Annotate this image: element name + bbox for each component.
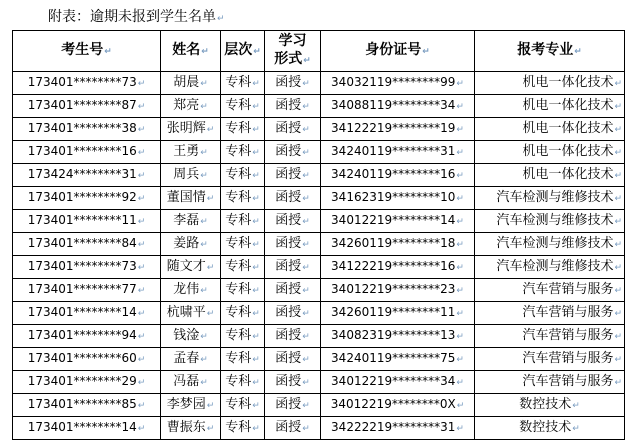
cell-study-mode: 函授↵ <box>265 417 321 440</box>
table-row <box>13 417 625 440</box>
cell-level: 专科↵ <box>221 394 265 417</box>
table-header-row <box>13 31 625 72</box>
cell-student-id: 173401********84↵ <box>13 233 161 256</box>
cell-id-number: 34082319********13↵ <box>321 325 475 348</box>
cell-major: 机电一体化技术↵ <box>475 72 625 95</box>
cell-student-id: 173424********31↵ <box>13 164 161 187</box>
document-caption: 附表：逾期未报到学生名单↵ <box>48 9 225 25</box>
cell-name: 曹振东↵ <box>161 417 221 440</box>
cell-name: 孟春↵ <box>161 348 221 371</box>
cell-id-number: 34088119********34↵ <box>321 95 475 118</box>
overdue-students-table <box>12 30 625 440</box>
cell-study-mode: 函授↵ <box>265 325 321 348</box>
cell-name: 董国情↵ <box>161 187 221 210</box>
table-row <box>13 371 625 394</box>
cell-id-number: 34032119********99↵ <box>321 72 475 95</box>
cell-study-mode: 函授↵ <box>265 371 321 394</box>
table-row <box>13 302 625 325</box>
cell-id-number: 34122219********19↵ <box>321 118 475 141</box>
header-name: 姓名↵ <box>161 31 221 72</box>
cell-major: 汽车营销与服务↵ <box>475 371 625 394</box>
cell-student-id: 173401********73↵ <box>13 72 161 95</box>
cell-major: 汽车检测与维修技术↵ <box>475 256 625 279</box>
table-row <box>13 118 625 141</box>
table-row <box>13 348 625 371</box>
cell-study-mode: 函授↵ <box>265 164 321 187</box>
cell-name: 李磊↵ <box>161 210 221 233</box>
cell-student-id: 173401********14↵ <box>13 417 161 440</box>
cell-student-id: 173401********77↵ <box>13 279 161 302</box>
table-row <box>13 233 625 256</box>
cell-id-number: 34260119********11↵ <box>321 302 475 325</box>
cell-study-mode: 函授↵ <box>265 394 321 417</box>
cell-level: 专科↵ <box>221 302 265 325</box>
cell-id-number: 34012219********14↵ <box>321 210 475 233</box>
cell-level: 专科↵ <box>221 417 265 440</box>
table-row <box>13 210 625 233</box>
table-row <box>13 187 625 210</box>
header-student-id: 考生号↵ <box>13 31 161 72</box>
cell-study-mode: 函授↵ <box>265 210 321 233</box>
table-row <box>13 72 625 95</box>
cell-level: 专科↵ <box>221 348 265 371</box>
cell-level: 专科↵ <box>221 371 265 394</box>
cell-name: 随文才↵ <box>161 256 221 279</box>
header-major: 报考专业↵ <box>475 31 625 72</box>
cell-level: 专科↵ <box>221 118 265 141</box>
cell-name: 胡晨↵ <box>161 72 221 95</box>
cell-level: 专科↵ <box>221 233 265 256</box>
header-study-mode: 学习形式↵ <box>265 31 321 72</box>
cell-study-mode: 函授↵ <box>265 348 321 371</box>
cell-level: 专科↵ <box>221 256 265 279</box>
cell-major: 机电一体化技术↵ <box>475 118 625 141</box>
cell-student-id: 173401********85↵ <box>13 394 161 417</box>
cell-major: 汽车检测与维修技术↵ <box>475 187 625 210</box>
cell-major: 汽车营销与服务↵ <box>475 279 625 302</box>
cell-student-id: 173401********94↵ <box>13 325 161 348</box>
cell-study-mode: 函授↵ <box>265 187 321 210</box>
cell-student-id: 173401********60↵ <box>13 348 161 371</box>
cell-id-number: 34240119********16↵ <box>321 164 475 187</box>
cell-major: 汽车营销与服务↵ <box>475 325 625 348</box>
cell-level: 专科↵ <box>221 164 265 187</box>
cell-study-mode: 函授↵ <box>265 279 321 302</box>
cell-major: 数控技术↵ <box>475 417 625 440</box>
cell-name: 王勇↵ <box>161 141 221 164</box>
table-row <box>13 325 625 348</box>
cell-id-number: 34012219********23↵ <box>321 279 475 302</box>
cell-major: 汽车营销与服务↵ <box>475 302 625 325</box>
cell-name: 杭啸平↵ <box>161 302 221 325</box>
table-row <box>13 394 625 417</box>
cell-id-number: 34162319********10↵ <box>321 187 475 210</box>
table-row <box>13 279 625 302</box>
cell-name: 周兵↵ <box>161 164 221 187</box>
table-row <box>13 95 625 118</box>
cell-name: 姜路↵ <box>161 233 221 256</box>
cell-level: 专科↵ <box>221 325 265 348</box>
table-row <box>13 256 625 279</box>
cell-study-mode: 函授↵ <box>265 302 321 325</box>
cell-name: 龙伟↵ <box>161 279 221 302</box>
cell-study-mode: 函授↵ <box>265 256 321 279</box>
header-id-number: 身份证号↵ <box>321 31 475 72</box>
cell-id-number: 34222219********31↵ <box>321 417 475 440</box>
cell-student-id: 173401********73↵ <box>13 256 161 279</box>
cell-name: 钱淦↵ <box>161 325 221 348</box>
header-level: 层次↵ <box>221 31 265 72</box>
cell-student-id: 173401********92↵ <box>13 187 161 210</box>
cell-name: 冯磊↵ <box>161 371 221 394</box>
cell-level: 专科↵ <box>221 210 265 233</box>
cell-student-id: 173401********11↵ <box>13 210 161 233</box>
cell-id-number: 34240119********75↵ <box>321 348 475 371</box>
cell-major: 机电一体化技术↵ <box>475 164 625 187</box>
cell-major: 数控技术↵ <box>475 394 625 417</box>
cell-study-mode: 函授↵ <box>265 72 321 95</box>
cell-student-id: 173401********14↵ <box>13 302 161 325</box>
cell-level: 专科↵ <box>221 72 265 95</box>
cell-level: 专科↵ <box>221 279 265 302</box>
cell-name: 李梦园↵ <box>161 394 221 417</box>
cell-level: 专科↵ <box>221 187 265 210</box>
cell-name: 张明辉↵ <box>161 118 221 141</box>
cell-student-id: 173401********38↵ <box>13 118 161 141</box>
cell-name: 郑亮↵ <box>161 95 221 118</box>
cell-study-mode: 函授↵ <box>265 233 321 256</box>
cell-student-id: 173401********16↵ <box>13 141 161 164</box>
cell-student-id: 173401********29↵ <box>13 371 161 394</box>
cell-study-mode: 函授↵ <box>265 141 321 164</box>
cell-major: 机电一体化技术↵ <box>475 141 625 164</box>
cell-major: 机电一体化技术↵ <box>475 95 625 118</box>
cell-id-number: 34012219********0X↵ <box>321 394 475 417</box>
cell-study-mode: 函授↵ <box>265 95 321 118</box>
cell-level: 专科↵ <box>221 141 265 164</box>
table-row <box>13 141 625 164</box>
cell-student-id: 173401********87↵ <box>13 95 161 118</box>
cell-major: 汽车检测与维修技术↵ <box>475 233 625 256</box>
cell-id-number: 34260119********18↵ <box>321 233 475 256</box>
paragraph-mark-icon: ↵ <box>217 14 225 24</box>
cell-id-number: 34240119********31↵ <box>321 141 475 164</box>
cell-major: 汽车检测与维修技术↵ <box>475 210 625 233</box>
cell-major: 汽车营销与服务↵ <box>475 348 625 371</box>
table-row <box>13 164 625 187</box>
cell-id-number: 34012219********34↵ <box>321 371 475 394</box>
cell-level: 专科↵ <box>221 95 265 118</box>
cell-study-mode: 函授↵ <box>265 118 321 141</box>
cell-id-number: 34122219********16↵ <box>321 256 475 279</box>
